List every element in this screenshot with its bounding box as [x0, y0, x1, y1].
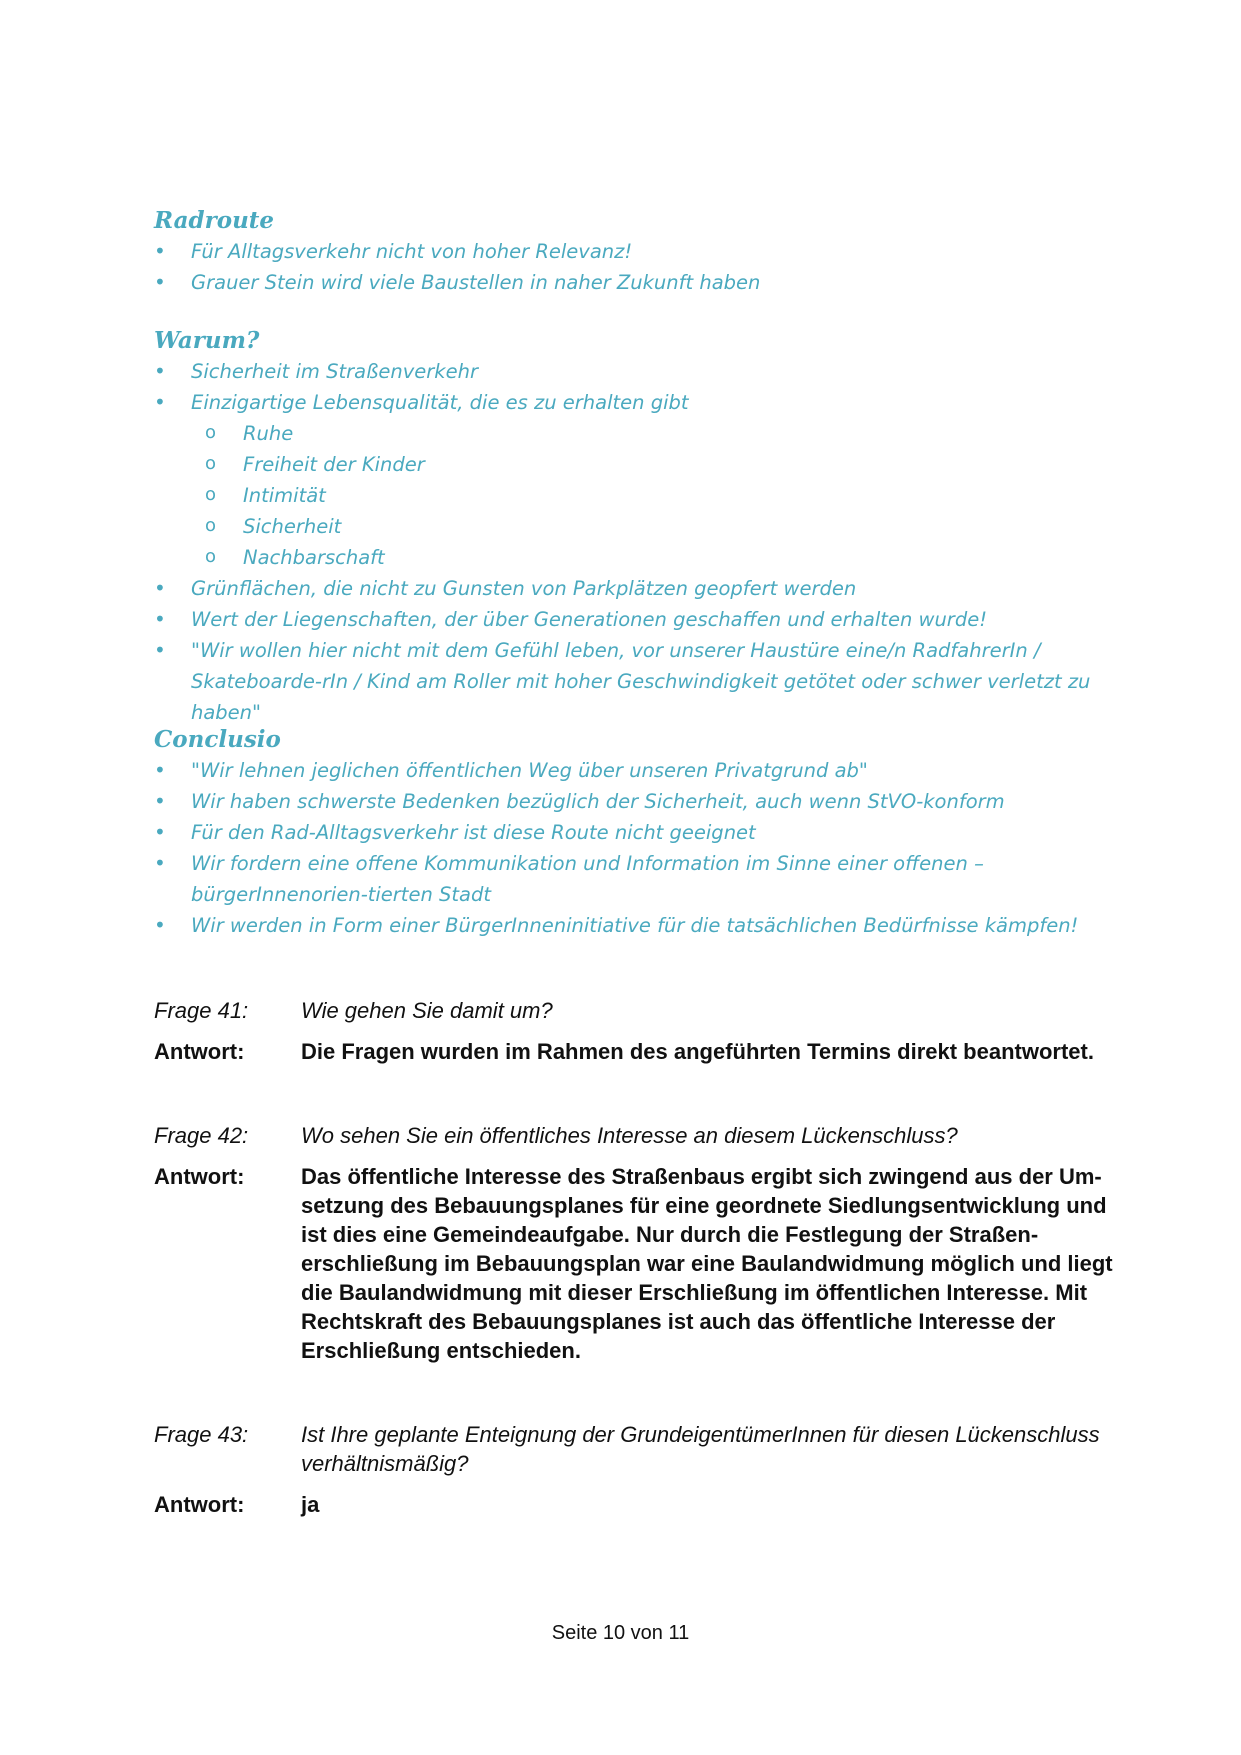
sub-list-item: o Nachbarschaft	[154, 542, 1134, 573]
section-radroute	[154, 205, 1134, 298]
list-item: • "Wir wollen hier nicht mit dem Gefühl leben, vor unserer Haustüre eine/n RadfahrerIn / Skateboarde-rIn / Kind am Roller mit hoher Geschwindigkeit getötet oder schwer verletzt zu haben"	[154, 635, 1134, 728]
warum-list-continued	[154, 573, 1134, 728]
section-conclusio	[154, 724, 1134, 941]
list-item: • Wir haben schwerste Bedenken bezüglich der Sicherheit, auch wenn StVO-konform	[154, 786, 1134, 817]
question-text: Wo sehen Sie ein öffentliches Interesse an diesem Lückenschluss?	[301, 1123, 958, 1148]
question-label: Frage 43:	[154, 1422, 249, 1447]
sub-list-item: o Sicherheit	[154, 511, 1134, 542]
question-row	[154, 1121, 1134, 1150]
list-item: • Wert der Liegenschaften, der über Generationen geschaffen und erhalten wurde!	[154, 604, 1134, 635]
list-item: • Für den Rad-Alltagsverkehr ist diese Route nicht geeignet	[154, 817, 1134, 848]
list-item: • Einzigartige Lebensqualität, die es zu erhalten gibt	[154, 387, 1134, 418]
warum-sublist	[154, 418, 1134, 573]
answer-row	[154, 1037, 1134, 1066]
sub-list-item: o Ruhe	[154, 418, 1134, 449]
list-item: • "Wir lehnen jeglichen öffentlichen Weg über unseren Privatgrund ab"	[154, 755, 1134, 786]
answer-text: Das öffentliche Interesse des Straßenbaus ergibt sich zwingend aus der Um-setzung des Bebauungsplanes für eine geordnete Siedlungsentwicklung und ist dies eine Gemeindeaufgabe. Nur durch die Festlegung der Straßen-erschließung im Bebauungsplan war eine Baulandwidmung möglich und liegt die Baulandwidmung mit dieser Erschließung im öffentlichen Interesse. Mit Rechtskraft des Bebauungsplanes ist auch das öffentliche Interesse der Erschließung entschieden.	[301, 1164, 1113, 1363]
answer-text: Die Fragen wurden im Rahmen des angeführten Termins direkt beantwortet.	[301, 1039, 1094, 1064]
qa-block-41	[154, 996, 1134, 1066]
answer-row	[154, 1162, 1134, 1365]
page-number: Seite 10 von 11	[551, 1622, 690, 1644]
question-label: Frage 41:	[154, 998, 249, 1023]
section-warum	[154, 325, 1134, 728]
question-row	[154, 996, 1134, 1025]
list-item: • Grünflächen, die nicht zu Gunsten von Parkplätzen geopfert werden	[154, 573, 1134, 604]
answer-label: Antwort:	[154, 1039, 245, 1064]
question-text: Wie gehen Sie damit um?	[301, 998, 553, 1023]
heading-warum: Warum?	[154, 327, 260, 354]
conclusio-list	[154, 755, 1134, 941]
qa-block-42	[154, 1121, 1134, 1365]
list-item: • Wir fordern eine offene Kommunikation und Information im Sinne einer offenen – bürgerInnenorien-tierten Stadt	[154, 848, 1134, 910]
sub-list-item: o Intimität	[154, 480, 1134, 511]
question-row	[154, 1420, 1134, 1478]
warum-list	[154, 356, 1134, 418]
qa-block-43	[154, 1420, 1134, 1519]
answer-label: Antwort:	[154, 1492, 245, 1517]
answer-text: ja	[301, 1492, 320, 1517]
list-item: • Sicherheit im Straßenverkehr	[154, 356, 1134, 387]
answer-label: Antwort:	[154, 1164, 245, 1189]
answer-row	[154, 1490, 1134, 1519]
heading-conclusio: Conclusio	[154, 726, 281, 753]
list-item: • Grauer Stein wird viele Baustellen in naher Zukunft haben	[154, 267, 1134, 298]
radroute-list	[154, 236, 1134, 298]
question-text: Ist Ihre geplante Enteignung der GrundeigentümerInnen für diesen Lückenschluss verhältnismäßig?	[301, 1422, 1100, 1476]
question-label: Frage 42:	[154, 1123, 249, 1148]
heading-radroute: Radroute	[154, 207, 275, 234]
sub-list-item: o Freiheit der Kinder	[154, 449, 1134, 480]
list-item: • Für Alltagsverkehr nicht von hoher Relevanz!	[154, 236, 1134, 267]
list-item: • Wir werden in Form einer BürgerInneninitiative für die tatsächlichen Bedürfnisse kämpfen!	[154, 910, 1134, 941]
